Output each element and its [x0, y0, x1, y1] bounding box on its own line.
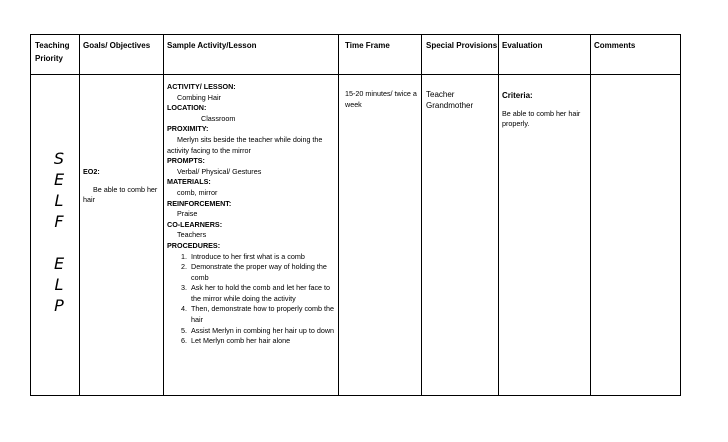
- header-evaluation: Evaluation: [502, 41, 543, 50]
- header-teaching-priority: Teaching Priority: [35, 41, 70, 63]
- column-divider: [590, 35, 591, 395]
- proximity-label: PROXIMITY:: [167, 124, 209, 134]
- goal-label: EO2:: [83, 167, 100, 176]
- header-special-provisions: Special Provisions: [426, 41, 498, 50]
- header-activity: Sample Activity/Lesson: [167, 41, 257, 50]
- priority-letter: L: [54, 191, 64, 210]
- column-divider: [498, 35, 499, 395]
- priority-letter: E: [53, 170, 65, 189]
- criteria-label: Criteria:: [502, 91, 533, 100]
- lesson-label: ACTIVITY/ LESSON:: [167, 82, 236, 91]
- materials-value: comb, mirror: [177, 187, 218, 197]
- goal-cell: [83, 167, 161, 206]
- time-frame-cell: 15-20 minutes/ twice a week: [345, 89, 417, 109]
- procedure-item: 1. Introduce to her first what is a comb: [189, 252, 337, 263]
- prompts-value: Verbal/ Physical/ Gestures: [177, 166, 262, 176]
- procedure-item: 5. Assist Merlyn in combing her hair up to down: [189, 326, 337, 337]
- column-divider: [79, 35, 80, 395]
- header-goals: Goals/ Objectives: [83, 41, 151, 50]
- header-time-frame: Time Frame: [345, 41, 390, 50]
- location-value: Classroom: [201, 113, 236, 123]
- activity-cell: [167, 82, 337, 347]
- priority-letter: L: [54, 275, 64, 294]
- priority-letter: F: [54, 212, 64, 231]
- procedures-list: [167, 252, 337, 347]
- priority-letter: E: [53, 254, 65, 273]
- proximity-value: Merlyn sits beside the teacher while doing the activity facing to the mirror: [167, 134, 323, 155]
- lesson-plan-table: [30, 34, 681, 396]
- priority-letter: S: [53, 149, 65, 168]
- prompts-label: PROMPTS:: [167, 156, 205, 166]
- teaching-priority-letters: [49, 148, 69, 316]
- header-divider: [31, 74, 680, 75]
- procedure-item: 2. Demonstrate the proper way of holding the comb: [189, 262, 337, 283]
- priority-letter-spacer: [49, 232, 69, 253]
- evaluation-cell: [502, 91, 588, 130]
- procedure-item: 6. Let Merlyn comb her hair alone: [189, 336, 337, 347]
- procedure-item: 4. Then, demonstrate how to properly comb the hair: [189, 304, 337, 325]
- procedure-item: 3. Ask her to hold the comb and let her face to the mirror while doing the activity: [189, 283, 337, 304]
- location-label: LOCATION:: [167, 103, 207, 113]
- column-divider: [163, 35, 164, 395]
- colearners-value: Teachers: [177, 230, 207, 240]
- procedures-label: PROCEDURES:: [167, 240, 221, 250]
- column-divider: [421, 35, 422, 395]
- reinforcement-value: Praise: [177, 209, 198, 219]
- reinforcement-label: REINFORCEMENT:: [167, 198, 232, 208]
- header-comments: Comments: [594, 41, 636, 50]
- special-provisions-cell: Teacher Grandmother: [426, 90, 474, 110]
- priority-letter: P: [54, 296, 64, 315]
- column-divider: [338, 35, 339, 395]
- materials-label: MATERIALS:: [167, 177, 211, 187]
- goal-text: Be able to comb her hair: [83, 184, 158, 205]
- criteria-text: Be able to comb her hair properly.: [502, 108, 581, 129]
- colearners-label: CO-LEARNERS:: [167, 219, 223, 229]
- lesson-value: Combing Hair: [177, 92, 221, 102]
